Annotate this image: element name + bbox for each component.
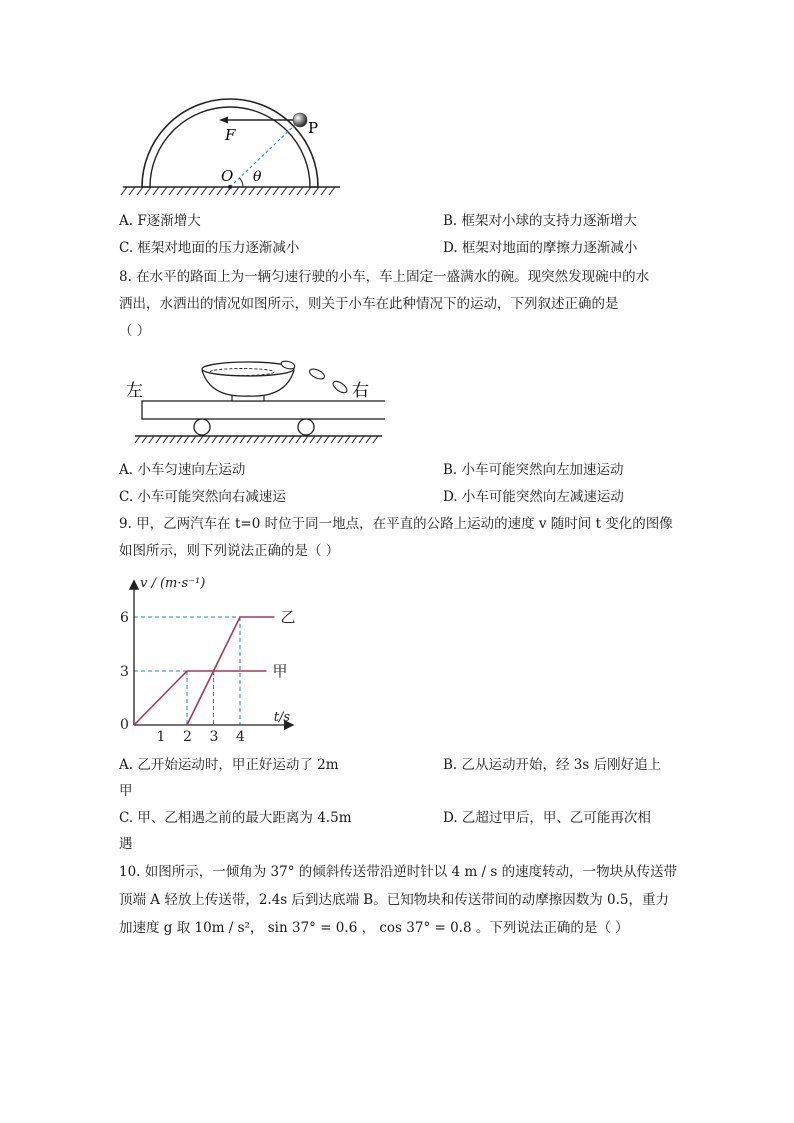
y-tick-label: 6 — [120, 610, 129, 626]
x-tick-label: 3 — [209, 729, 219, 745]
x-axis-label: t/s — [273, 710, 291, 725]
q8-option-d: D. 小车可能突然向左减速运动 — [443, 489, 624, 505]
point-label: P — [308, 119, 319, 137]
force-label: F — [225, 126, 236, 144]
q8-answer-blank: （ ） — [119, 323, 151, 339]
q7-option-b: B. 框架对小球的支持力逐渐增大 — [443, 213, 638, 229]
y-axis-label: v / (m·s⁻¹) — [140, 576, 206, 591]
q9-option-b-continued: 甲 — [119, 783, 133, 799]
semicircle-frame-figure — [115, 92, 350, 200]
cart-bowl-figure — [120, 354, 385, 446]
angle-label: θ — [253, 169, 262, 185]
q9-option-d-continued: 遇 — [119, 836, 133, 852]
q9-stem-line1: 9. 甲，乙两汽车在 t=0 时位于同一地点，在平直的公路上运动的速度 v 随时间 t 变化的图像 — [119, 516, 673, 532]
x-tick-label: 4 — [236, 729, 245, 745]
x-tick-label: 1 — [156, 729, 166, 745]
q10-stem-line1: 10. 如图所示，一倾角为 37° 的倾斜传送带沿逆时针以 4 m / s 的速度转动，一物块从传送带 — [119, 864, 678, 880]
left-label: 左 — [126, 381, 143, 401]
q9-option-b: B. 乙从运动开始，经 3s 后刚好追上 — [443, 757, 662, 773]
q8-option-a: A. 小车匀速向左运动 — [119, 462, 246, 478]
y-tick-label: 3 — [120, 664, 129, 680]
q8-stem-line1: 8. 在水平的路面上为一辆匀速行驶的小车，车上固定一盛满水的碗。现突然发现碗中的水 — [119, 269, 650, 285]
series-label-jia: 甲 — [272, 662, 288, 680]
q8-stem-line2: 洒出，水洒出的情况如图所示，则关于小车在此种情况下的运动，下列叙述正确的是 — [119, 296, 619, 312]
right-label: 右 — [352, 381, 369, 401]
q9-option-c: C. 甲、乙相遇之前的最大距离为 4.5m — [119, 810, 352, 826]
series-label-yi: 乙 — [280, 608, 296, 626]
q10-stem-line3: 加速度 g 取 10m / s²， sin 37° = 0.6 ， cos 37° = 0.8 。下列说法正确的是（ ） — [119, 920, 629, 936]
q7-option-a: A. F逐渐增大 — [119, 213, 201, 229]
velocity-time-chart — [110, 570, 330, 748]
q9-option-d: D. 乙超过甲后，甲、乙可能再次相 — [443, 810, 651, 826]
q8-option-b: B. 小车可能突然向左加速运动 — [443, 462, 624, 478]
q8-option-c: C. 小车可能突然向右减速运 — [119, 489, 286, 505]
q9-stem-line2: 如图所示，则下列说法正确的是（ ） — [119, 543, 340, 559]
q9-option-a: A. 乙开始运动时，甲正好运动了 2m — [119, 757, 339, 773]
q7-option-d: D. 框架对地面的摩擦力逐渐减小 — [443, 240, 638, 256]
q10-stem-line2: 顶端 A 轻放上传送带，2.4s 后到达底端 B。已知物块和传送带间的动摩擦因数为 0.5，重力 — [119, 892, 669, 908]
x-tick-label: 2 — [183, 729, 192, 745]
center-label: O — [221, 167, 234, 185]
origin-label: 0 — [120, 717, 129, 733]
q7-option-c: C. 框架对地面的压力逐渐减小 — [119, 240, 300, 256]
